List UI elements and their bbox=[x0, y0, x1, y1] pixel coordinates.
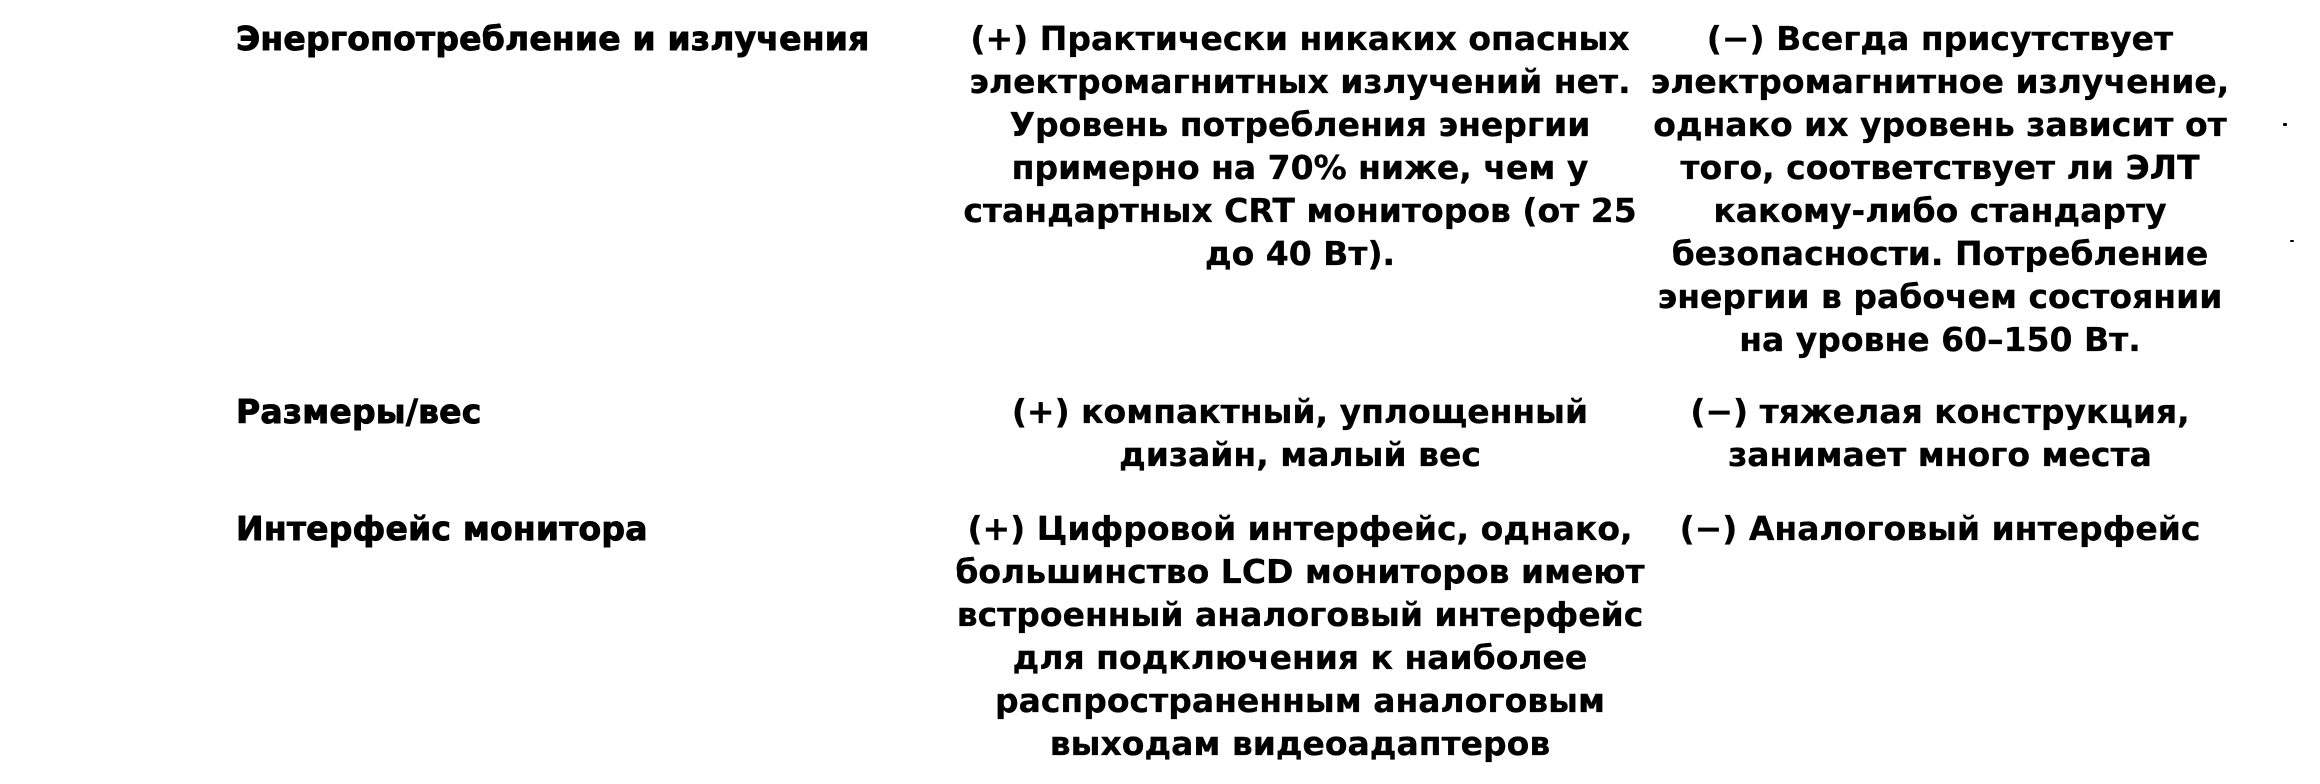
lcd-energy-line: (+) Практически никаких опасных bbox=[970, 19, 1630, 58]
lcd-interface-line: (+) Цифровой интерфейс, однако, bbox=[967, 509, 1633, 548]
crt-size-line: занимает много места bbox=[1728, 435, 2152, 474]
lcd-interface-line: выходам видеоадаптеров bbox=[1049, 724, 1551, 763]
lcd-energy-line: Уровень потребления энергии bbox=[1009, 105, 1591, 144]
lcd-size-line: дизайн, малый вес bbox=[1119, 435, 1481, 474]
row-label-energy: Энергопотребление и излучения bbox=[236, 19, 870, 58]
lcd-interface-line: распространенным аналоговым bbox=[994, 681, 1605, 720]
crt-energy-line: электромагнитное излучение, bbox=[1650, 62, 2230, 101]
scan-speck bbox=[2283, 123, 2287, 126]
lcd-size-line: (+) компактный, уплощенный bbox=[1011, 392, 1589, 431]
crt-energy-line: того, соответствует ли ЭЛТ bbox=[1680, 148, 2200, 187]
lcd-interface-line: встроенный аналоговый интерфейс bbox=[956, 595, 1644, 634]
crt-size-line: (−) тяжелая конструкция, bbox=[1690, 392, 2190, 431]
lcd-cell-interface bbox=[940, 507, 1660, 765]
crt-energy-line: однако их уровень зависит от bbox=[1653, 105, 2227, 144]
row-label-interface: Интерфейс монитора bbox=[236, 509, 648, 548]
lcd-interface-line: большинство LCD мониторов имеют bbox=[955, 552, 1645, 591]
crt-energy-line: энергии в рабочем состоянии bbox=[1657, 277, 2223, 316]
crt-energy-line: на уровне 60–150 Вт. bbox=[1739, 320, 2141, 359]
lcd-cell-size bbox=[940, 390, 1660, 476]
crt-cell-size bbox=[1640, 390, 2240, 476]
crt-interface-line: (−) Аналоговый интерфейс bbox=[1679, 509, 2201, 548]
crt-cell-interface bbox=[1640, 507, 2240, 550]
crt-cell-energy bbox=[1640, 17, 2240, 361]
crt-energy-line: какому-либо стандарту bbox=[1713, 191, 2167, 230]
lcd-energy-line: электромагнитных излучений нет. bbox=[969, 62, 1631, 101]
scan-speck bbox=[2290, 240, 2294, 242]
lcd-energy-line: примерно на 70% ниже, чем у bbox=[1011, 148, 1589, 187]
lcd-energy-line: стандартных CRT мониторов (от 25 bbox=[963, 191, 1637, 230]
lcd-cell-energy bbox=[940, 17, 1660, 275]
lcd-interface-line: для подключения к наиболее bbox=[1012, 638, 1588, 677]
crt-energy-line: (−) Всегда присутствует bbox=[1706, 19, 2174, 58]
crt-energy-line: безопасности. Потребление bbox=[1671, 234, 2209, 273]
lcd-energy-line: до 40 Вт). bbox=[1204, 234, 1396, 273]
row-label-size: Размеры/вес bbox=[236, 392, 482, 431]
